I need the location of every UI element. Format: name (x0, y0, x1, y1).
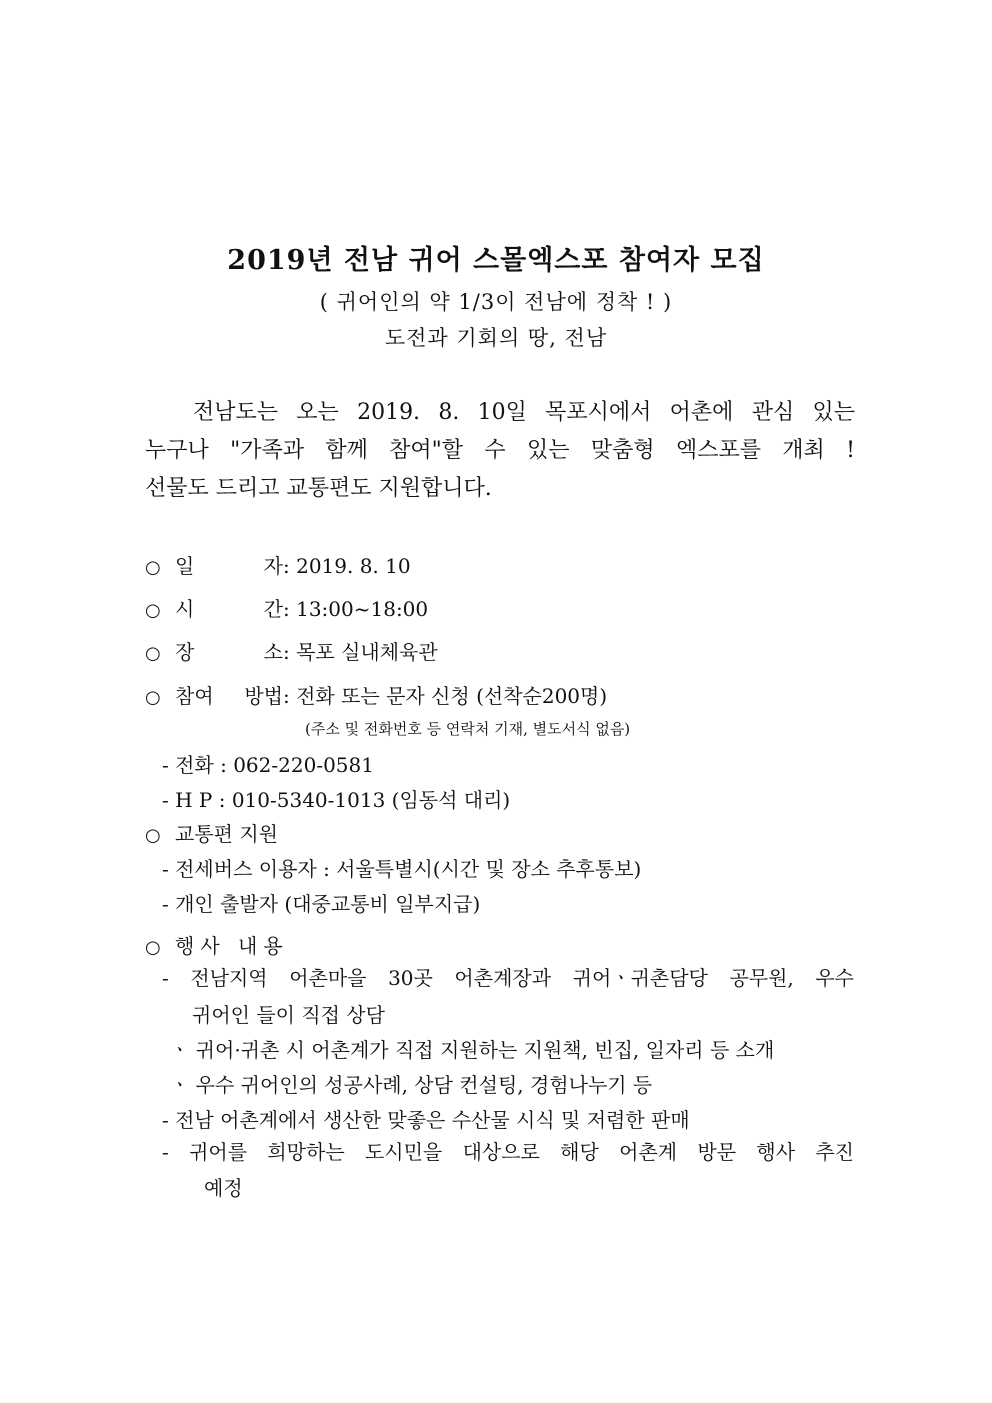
transport-item: - 전세버스 이용자 : 서울특별시(시간 및 장소 추후통보) (162, 857, 642, 881)
intro-line: 전남도는 오는 2019. 8. 10일 목포시에서 어촌에 관심 있는 (193, 400, 855, 425)
method-label: 참여 방법 (175, 684, 283, 708)
page-title: 2019년 전남 귀어 스몰엑스포 참여자 모집 (227, 245, 765, 276)
subtitle-settlement: ( 귀어인의 약 1/3이 전남에 정착 ! ) (319, 290, 673, 314)
date-label: 일 자 (175, 554, 283, 578)
time-label: 시 간 (175, 597, 283, 621)
circle-bullet-icon: ○ (145, 643, 161, 664)
circle-bullet-icon: ○ (145, 557, 161, 578)
event-item-continued: 귀어인 들이 직접 상담 (192, 1003, 385, 1027)
event-label: 행사 내용 (175, 934, 289, 958)
transport-item: - 개인 출발자 (대중교통비 일부지급) (162, 892, 481, 916)
detail-place (145, 636, 438, 665)
place-value: : 목포 실내체육관 (283, 640, 438, 664)
transport-label: 교통편 지원 (175, 822, 278, 846)
event-subitem: ㆍ 우수 귀어인의 성공사례, 상담 컨설팅, 경험나누기 등 (170, 1073, 653, 1097)
event-item: - 전남 어촌계에서 생산한 맞좋은 수산물 시식 및 저렴한 판매 (162, 1108, 690, 1132)
detail-method (145, 680, 607, 709)
place-label: 장 소 (175, 640, 283, 664)
subtitle-slogan: 도전과 기회의 땅, 전남 (384, 326, 608, 350)
detail-event (145, 930, 289, 959)
event-item: - 귀어를 희망하는 도시민을 대상으로 해당 어촌계 방문 행사 추진 (162, 1140, 854, 1164)
method-phone: - 전화 : 062-220-0581 (162, 753, 374, 777)
circle-bullet-icon: ○ (145, 687, 161, 708)
time-value: : 13:00~18:00 (283, 597, 429, 621)
circle-bullet-icon: ○ (145, 937, 161, 958)
method-note: (주소 및 전화번호 등 연락처 기재, 별도서식 없음) (305, 720, 631, 738)
event-subitem: ㆍ 귀어·귀촌 시 어촌계가 직접 지원하는 지원책, 빈집, 일자리 등 소개 (170, 1038, 775, 1062)
method-value: : 전화 또는 문자 신청 (선착순200명) (283, 684, 608, 708)
intro-line: 선물도 드리고 교통편도 지원합니다. (145, 476, 492, 501)
detail-date (145, 550, 411, 579)
circle-bullet-icon: ○ (145, 600, 161, 621)
circle-bullet-icon: ○ (145, 825, 161, 846)
intro-paragraph (145, 394, 855, 508)
detail-transport (145, 818, 278, 847)
date-value: : 2019. 8. 10 (283, 554, 411, 578)
method-hp: - H P : 010-5340-1013 (임동석 대리) (162, 788, 511, 812)
intro-line: 누구나 "가족과 함께 참여"할 수 있는 맞춤형 엑스포를 개최 ! (145, 438, 855, 463)
detail-time (145, 593, 428, 622)
event-item-continued: 예정 (204, 1176, 243, 1200)
event-item: - 전남지역 어촌마을 30곳 어촌계장과 귀어ㆍ귀촌담당 공무원, 우수 (162, 966, 854, 990)
